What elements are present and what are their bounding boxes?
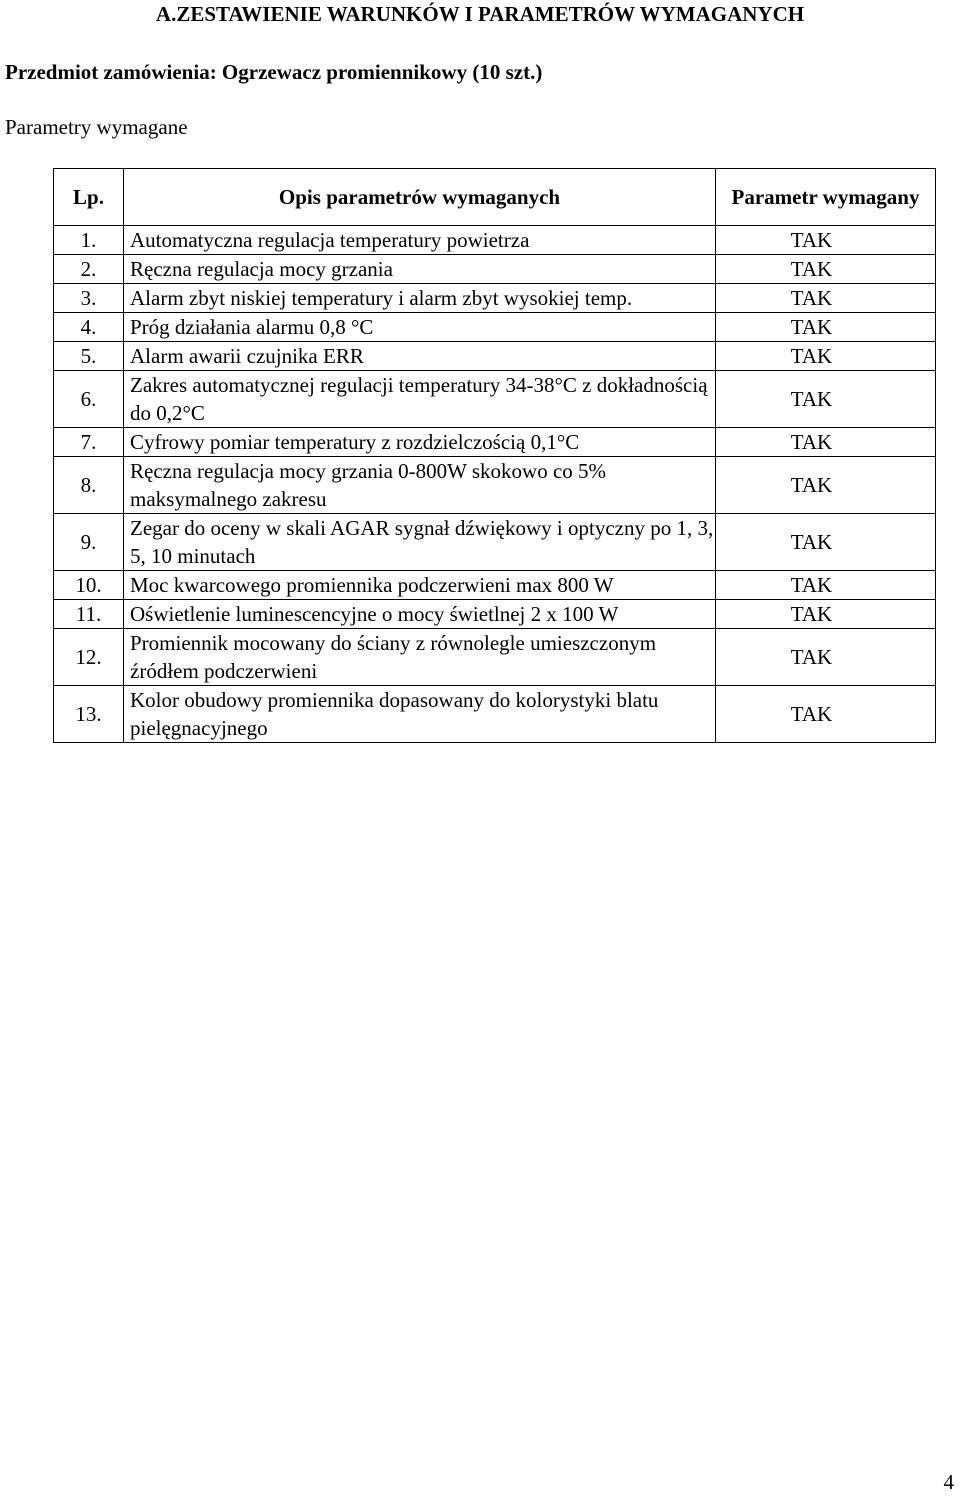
table-row [54,457,936,514]
row-number: 9. [54,514,124,571]
row-number: 4. [54,313,124,342]
table-row [54,226,936,255]
table-row [54,571,936,600]
table-row [54,255,936,284]
row-number: 2. [54,255,124,284]
row-number: 6. [54,371,124,428]
row-value: TAK [716,255,936,284]
table-row [54,428,936,457]
row-number: 11. [54,600,124,629]
row-description: Zegar do oceny w skali AGAR sygnał dźwiękowy i optyczny po 1, 3, 5, 10 minutach [124,514,716,571]
row-number: 10. [54,571,124,600]
table-row [54,686,936,743]
document-heading: A.ZESTAWIENIE WARUNKÓW I PARAMETRÓW WYMAGANYCH [155,2,805,26]
row-value: TAK [716,457,936,514]
table-row [54,371,936,428]
row-number: 13. [54,686,124,743]
row-description: Automatyczna regulacja temperatury powietrza [124,226,716,255]
row-value: TAK [716,571,936,600]
row-description: Cyfrowy pomiar temperatury z rozdzielczością 0,1°C [124,428,716,457]
row-description: Promiennik mocowany do ściany z równolegle umieszczonym źródłem podczerwieni [124,629,716,686]
row-description: Moc kwarcowego promiennika podczerwieni max 800 W [124,571,716,600]
header-description: Opis parametrów wymaganych [124,169,716,226]
procurement-subject: Przedmiot zamówienia: Ogrzewacz promiennikowy (10 szt.) [5,60,543,84]
row-description: Kolor obudowy promiennika dopasowany do kolorystyki blatu pielęgnacyjnego [124,686,716,743]
row-value: TAK [716,686,936,743]
row-number: 8. [54,457,124,514]
row-value: TAK [716,226,936,255]
table-header-row [54,169,936,226]
row-description: Zakres automatycznej regulacji temperatury 34-38°C z dokładnością do 0,2°C [124,371,716,428]
row-value: TAK [716,313,936,342]
row-value: TAK [716,600,936,629]
row-description: Alarm awarii czujnika ERR [124,342,716,371]
header-value: Parametr wymagany [716,169,936,226]
page-number: 4 [943,1470,954,1494]
table-row [54,313,936,342]
row-number: 7. [54,428,124,457]
row-description: Ręczna regulacja mocy grzania [124,255,716,284]
table-row [54,514,936,571]
row-number: 12. [54,629,124,686]
row-value: TAK [716,629,936,686]
row-description: Alarm zbyt niskiej temperatury i alarm zbyt wysokiej temp. [124,284,716,313]
row-description: Oświetlenie luminescencyjne o mocy świetlnej 2 x 100 W [124,600,716,629]
row-description: Próg działania alarmu 0,8 °C [124,313,716,342]
row-value: TAK [716,371,936,428]
row-number: 1. [54,226,124,255]
table-row [54,284,936,313]
row-number: 5. [54,342,124,371]
parameters-table [53,168,936,743]
row-value: TAK [716,284,936,313]
row-value: TAK [716,342,936,371]
header-lp: Lp. [54,169,124,226]
row-number: 3. [54,284,124,313]
row-value: TAK [716,514,936,571]
parameters-label: Parametry wymagane [5,115,188,139]
row-description: Ręczna regulacja mocy grzania 0-800W skokowo co 5% maksymalnego zakresu [124,457,716,514]
table-row [54,600,936,629]
row-value: TAK [716,428,936,457]
table-row [54,342,936,371]
table-row [54,629,936,686]
